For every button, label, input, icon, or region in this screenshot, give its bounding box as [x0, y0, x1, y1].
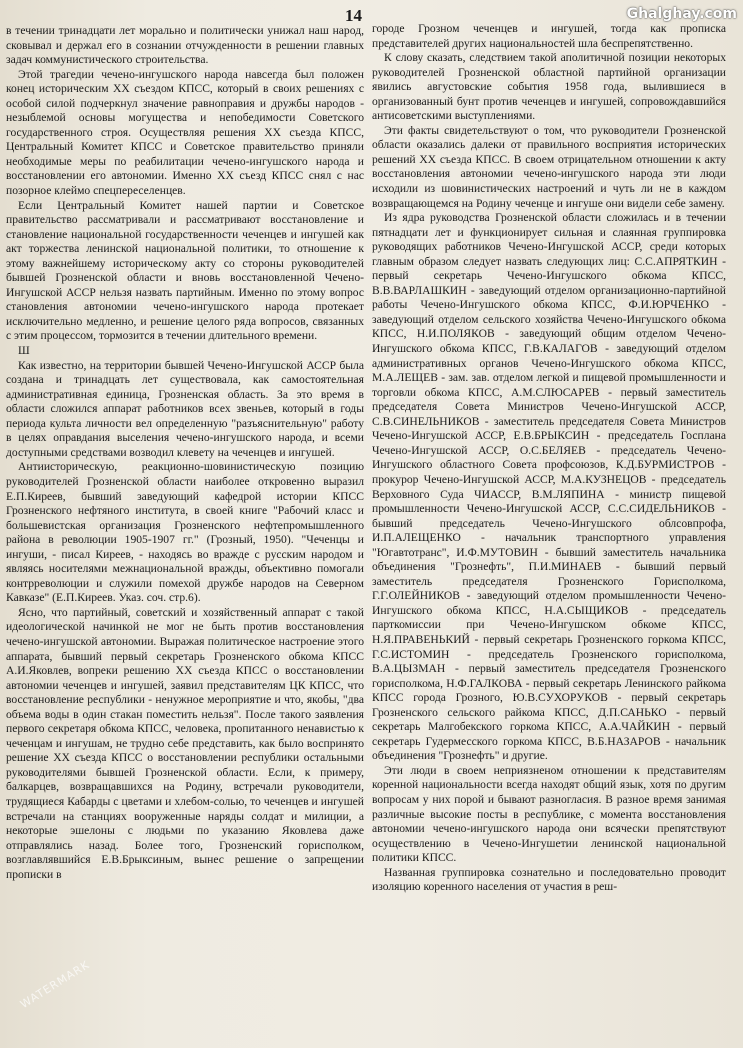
- section-marker: Ш: [18, 344, 30, 358]
- page-number: 14: [345, 6, 362, 25]
- site-watermark: Ghalghay.com: [626, 6, 737, 22]
- paragraph: Эти факты свидетельствуют о том, что руководители Грозненской области оказались далеки от правильного восприятия исторических решений ХХ съезда КПСС. В своем отрицательном отношении к акту восстановления автономии чечено-ингушского народа эти люди исходили из шовинистических настроений и чуть ли не в каждом возвращающемся на Родину чеченце и ингуше они видели себе замену.: [372, 123, 726, 210]
- paragraph: Если Центральный Комитет нашей партии и Советское правительство рассматривали и рассматривают восстановление и становление национальной государственности чеченцев и ингушей как акт торжества ленинской национальной политики, то отношение к этому важнейшему историческому акту со стороны руководителей бывшей Грозненской области и вновь восстановленной Чечено-Ингушской АССР нельзя назвать партийным. Именно по этому вопрос становления автономии чечено-ингушского народа протекает исключительно медленно, и решение целого ряда вопросов, связанных с этим процессом, тормозится в течении длительного времени.: [6, 198, 364, 343]
- paragraph: в течении тринадцати лет морально и политически унижал наш народ, сковывал и держал его в сознании отчужденности в решении главных задач коммунистического строительства.: [6, 24, 364, 67]
- paragraph: Названная группировка сознательно и последовательно проводит изоляцию коренного населения от участия в реш-: [372, 865, 726, 894]
- paragraph: К слову сказать, следствием такой аполитичной позиции некоторых руководителей Грозненской областной партийной организации явились августовские события 1958 года, вылившиеся в организованный бунт против чеченцев и ингушей, сопровождавшийся антисоветскими выступлениями.: [372, 51, 726, 123]
- paragraph: Как известно, на территории бывшей Чечено-Ингушской АССР была создана и тринадцать лет существовала, как самостоятельная административная единица, Грозненская область. За это время в области сложился аппарат работников всех звеньев, который в годы периода культа личности вел определенную "разъяснительную" работу в целях оправдания выселения чечено-ингушского народа, и всеми доступными средствами возводил клевету на чеченцев и ингушей.: [6, 358, 364, 459]
- paragraph: Ясно, что партийный, советский и хозяйственный аппарат с такой идеологической начинкой не мог не быть против восстановления чечено-ингушской автономии. Выражая политическое настроение этого аппарата, бывший первый секретарь Грозненского обкома КПСС А.И.Яковлев, вопреки решению ХХ съезда КПСС о восстановлении автономии чеченцев и ингушей, заявил представителям ЦК КПСС, что восстановление республики - ненужное мероприятие и что, якобы, "два объема воды в один стакан поместить нельзя". После такого заявления первого секретаря обкома КПСС, человека, пропитанного ненавистью к чеченцам и ингушам, не трудно себе представить, как было воспринято решение ХХ съезда КПСС о восстановлении республики остальными руководителями бывшей Грозненской области. Если, к примеру, балкарцев, возвращавшихся на Родину, встречали руководители, трудящиеся Кабарды с цветами и хлебом-солью, то чеченцев и ингушей встречали на станциях вооруженные наряды солдат и милиции, а некоторые эшелоны с людьми по указанию Яковлева даже отправлялись назад. Более того, Грозненский горисполком, возглавлявшийся Е.В.Брыксиным, вынес решение о запрещении прописки в: [6, 605, 364, 881]
- paragraph: Антиисторическую, реакционно-шовинистическую позицию руководителей Грозненской области наиболее откровенно выразил Е.П.Киреев, бывший заведующий кафедрой истории КПСС Грозненского нефтяного института, в своей книге "Рабочий класс и большевистская организация Грозненского нефтепромышленного района в революции 1905-1907 гг." (Грозный, 1950). "Чеченцы и ингуши, - писал Киреев, - находясь во вражде с русским народом и являясь носителями межнациональной вражды, объективно помогали контрреволюции и служили помехой дружбе народов на Северном Кавказе" (Е.П.Киреев. Указ. соч. стр.6).: [6, 460, 364, 605]
- paragraph: Из ядра руководства Грозненской области сложилась и в течении пятнадцати лет и функционирует сильная и слаянная группировка руководящих работников Чечено-Ингушской АССР, среди которых главным образом следует назвать следующих лиц: С.С.АПРЯТКИН - первый секретарь Чечено-Ингушского обкома КПСС, В.В.ВАРЛАШКИН - заведующий отделом организационно-партийной работы Чечено-Ингушского обкома КПСС, Ф.И.ЮРЧЕНКО - заведующий отделом сельского хозяйства Чечено-Ингушского обкома КПСС, Н.И.ПОЛЯКОВ - заведующий общим отделом Чечено-Ингушского обкома КПСС, Г.В.КАЛАГОВ - заведующий отделом административных органов Чечено-Ингушского обкома КПСС, М.А.ЛЕЩЕВ - зам. зав. отделом легкой и пищевой промышленности и торговли обкома КПСС, А.М.СЛЮСАРЕВ - первый заместитель председателя Совета Министров Чечено-Ингушской АССР, С.В.СИНЕЛЬНИКОВ - заместитель председателя Совета Министров Чечено-Ингушской АССР, Е.В.БРЫКСИН - председатель Госплана Чечено-Ингушской АССР, О.С.БЕЛЯЕВ - председатель Чечено-Ингушского областного Совета профсоюзов, К.Д.БУРМИСТРОВ - прокурор Чечено-Ингушской АССР, М.А.КУЗНЕЦОВ - председатель Верховного Суда ЧИАССР, В.М.ЛЯПИНА - министр пищевой промышленности Чечено-Ингушской АССР, С.С.СИДЕЛЬНИКОВ - бывший председатель Чечено-Ингушского облсовпрофа, И.П.АЛЕЩЕНКО - начальник транспортного управления "Югавтотранс", И.Ф.МУТОВИН - бывший заместитель начальника объединения "Грознефть", П.И.МИНАЕВ - бывший первый заместитель председателя Грозненского Горисполкома, Г.Г.ОЛЕЙНИКОВ - заведующий отделом промышленности Чечено-Ингушского обкома КПСС, Н.А.СЫЩИКОВ - председатель парткомиссии при Чечено-Ингушском обкоме КПСС, Н.Я.ПРАВЕНЬКИЙ - первый секретарь Грозненского горкома КПСС, Г.С.ИСТОМИН - председатель Грозненского горисполкома, В.А.ЦЫЗМАН - первый заместитель председателя Грозненского горисполкома, Н.Ф.ГАЛКОВА - первый секретарь Ленинского райкома КПСС города Грозного, Ю.В.СУХОРУКОВ - первый секретарь Грозненского сельского райкома КПСС, Д.П.САНЬКО - первый секретарь Малгобекского горкома КПСС, А.А.ЧАЙКИН - первый секретарь Гудермесского горкома КПСС, В.Б.НАЗАРОВ - начальник объединения "Грознефть" и другие.: [372, 211, 726, 763]
- paragraph: городе Грозном чеченцев и ингушей, тогда как прописка представителей других национальностей шла беспрепятственно.: [372, 22, 726, 50]
- paragraph: Этой трагедии чечено-ингушского народа навсегда был положен конец историческим ХХ съездом КПСС, который в своих решениях с особой силой подчеркнул значение равноправия и дружбы народов - незыблемой основы могущества и непобедимости Советского государственного строя. Осуществляя решения ХХ съезда КПСС, Центральный Комитет КПСС и Советское правительство приняли необходимые меры по реабилитации чечено-ингушского народа и восстановлении его автономии. Именно ХХ съезд КПСС снял с нас позорное клеймо спецпереселенцев.: [6, 67, 364, 198]
- paragraph: Эти люди в своем неприязненом отношении к представителям коренной национальности всегда находят общий язык, хотя по другим вопросам у них порой и бывают разногласия. В разное время занимая различные высокие посты в республике, с момента восстановления автономии чечено-ингушского народа они всячески препятствуют осуществлению в Чечено-Ингушетии ленинской национальной политики КПСС.: [372, 763, 726, 865]
- left-column: [6, 24, 364, 1042]
- right-column: [372, 22, 726, 1040]
- corner-watermark: WATERMARK: [18, 958, 93, 1012]
